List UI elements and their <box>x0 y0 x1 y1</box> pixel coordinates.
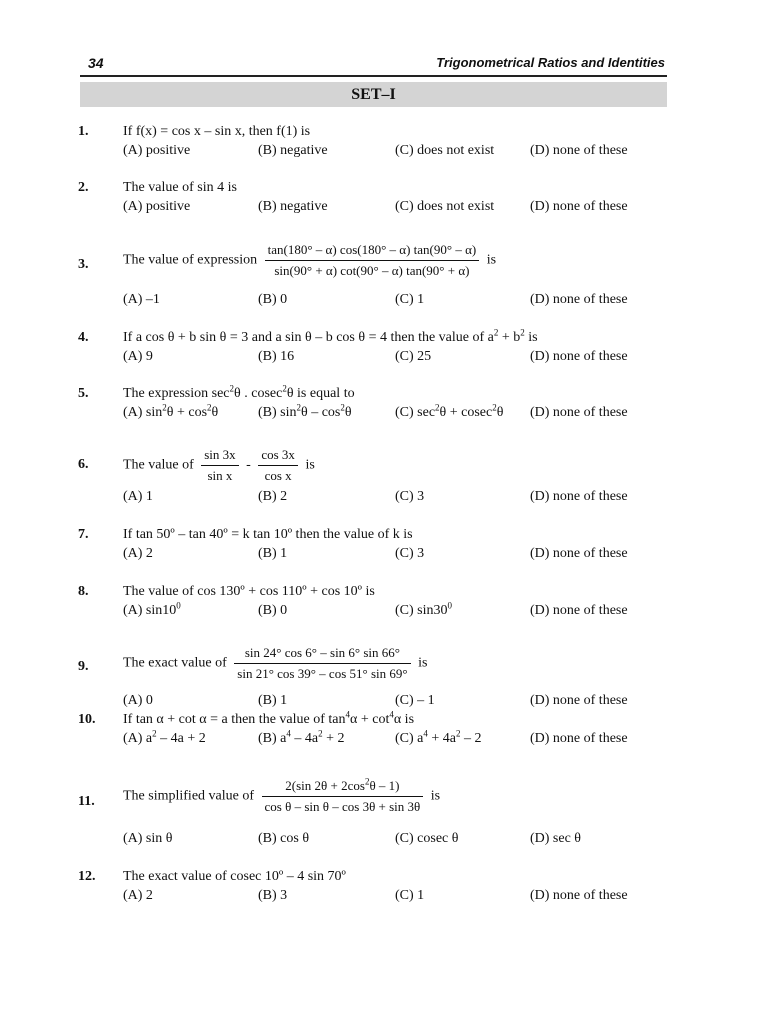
superscript: 2 <box>493 327 499 338</box>
option-c: (C) $\sec^2\theta + cosec^2\theta$ <box>395 402 504 420</box>
question-stem <box>123 645 427 682</box>
option-d: (D) none of these <box>530 405 628 420</box>
stem-part: The expression sec <box>123 386 230 401</box>
option-b: (B) $a^4 - 4a^2 + 2$ <box>258 728 345 746</box>
question-number: 10. <box>78 712 96 727</box>
option-a: (A) $a^2 - 4a + 2$ <box>123 728 206 746</box>
fraction-denominator: sin 21° cos 39° – cos 51° sin 69° <box>237 666 408 681</box>
fraction-numerator: sin 3x <box>201 447 238 466</box>
stem-text: The value of expression <box>123 252 258 268</box>
question-stem <box>123 383 355 402</box>
question-number: 12. <box>78 869 96 884</box>
stem-part: α is <box>393 712 415 727</box>
option-c: (C) $a^4 + 4a^2 - 2$ <box>395 728 482 746</box>
option-c: (C) does not exist <box>395 199 495 214</box>
question-number: 6. <box>78 457 89 472</box>
stem-text: The value of <box>123 457 194 473</box>
superscript: 4 <box>345 709 350 720</box>
option-d: (D) none of these <box>530 489 628 504</box>
option-d: (D) none of these <box>530 199 628 214</box>
question-number: 7. <box>78 527 89 542</box>
fraction-numerator: cos 3x <box>258 447 298 466</box>
option-b: (B) 3 <box>258 888 288 903</box>
superscript: 2 <box>520 327 525 338</box>
question-number: 1. <box>78 124 89 139</box>
option-c: (C) 1 <box>395 292 425 307</box>
option-a: (A) positive <box>123 199 191 214</box>
question-stem <box>123 447 315 484</box>
stem-part: + b <box>498 330 521 345</box>
option-d: (D) none of these <box>530 292 628 307</box>
superscript: 2 <box>282 383 287 394</box>
option-a: (A) 0 <box>123 693 153 708</box>
stem-text-end: is <box>486 252 497 268</box>
option-d: (D) none of these <box>530 546 628 561</box>
fraction-denominator: cos θ – sin θ – cos 3θ + sin 3θ <box>264 799 421 814</box>
option-a: (A) $\sin^2\theta + \cos^2\theta$ <box>123 402 219 420</box>
stem-part: is <box>524 330 538 345</box>
option-a: (A) 2 <box>123 888 153 903</box>
fraction-numerator: sin 24° cos 6° – sin 6° sin 66° <box>234 645 410 664</box>
question-number: 2. <box>78 180 89 195</box>
fraction <box>201 447 238 484</box>
option-b: (B) 2 <box>258 489 288 504</box>
option-b: (B) 0 <box>258 292 288 307</box>
page-number: 34 <box>88 55 104 71</box>
option-b: (B) negative <box>258 143 328 158</box>
option-b: (B) $\sin^2\theta - \cos^2\theta$ <box>258 402 352 420</box>
fraction <box>265 242 480 279</box>
option-d: (D) none of these <box>530 349 628 364</box>
option-d: (D) none of these <box>530 888 628 903</box>
question-number: 11. <box>78 794 95 809</box>
stem-part: θ is equal to <box>286 386 355 401</box>
fraction <box>258 447 298 484</box>
option-d: (D) none of these <box>530 603 628 618</box>
option-c: (C) $\sin 30^0$ <box>395 600 452 618</box>
stem-text: The exact value of <box>123 655 227 671</box>
question-stem: The value of sin 4 is <box>123 180 237 195</box>
question-stem: The exact value of cosec 10º – 4 sin 70º <box>123 869 346 884</box>
option-b: (B) cos θ <box>258 831 310 846</box>
option-a: (A) positive <box>123 143 191 158</box>
option-b: (B) negative <box>258 199 328 214</box>
stem-text-end: is <box>430 788 441 804</box>
question-stem <box>123 709 415 728</box>
fraction <box>234 645 410 682</box>
fraction-denominator: cos x <box>264 468 292 483</box>
option-c: (C) does not exist <box>395 143 495 158</box>
page-header <box>80 55 667 75</box>
option-c: (C) cosec θ <box>395 831 459 846</box>
option-a: (A) $\sin 10^0$ <box>123 600 181 618</box>
question-stem: The value of cos 130º + cos 110º + cos 10º is <box>123 584 375 599</box>
chapter-title: Trigonometrical Ratios and Identities <box>436 55 665 70</box>
option-c: (C) 3 <box>395 489 425 504</box>
question-stem: If tan 50º – tan 40º = k tan 10º then the value of k is <box>123 527 413 542</box>
option-d: (D) none of these <box>530 731 628 746</box>
option-a: (A) sin θ <box>123 831 173 846</box>
superscript: 4 <box>389 709 394 720</box>
option-a: (A) 1 <box>123 489 153 504</box>
question-stem: If f(x) = cos x – sin x, then f(1) is <box>123 124 311 139</box>
set-title: SET–I <box>80 82 667 107</box>
question-stem <box>123 327 538 346</box>
minus-sign: - <box>246 457 251 473</box>
question-number: 4. <box>78 330 89 345</box>
question-number: 3. <box>78 257 89 272</box>
option-d: (D) none of these <box>530 693 628 708</box>
option-b: (B) 16 <box>258 349 295 364</box>
stem-text: The simplified value of <box>123 788 255 804</box>
question-number: 5. <box>78 386 89 401</box>
stem-part: If a cos θ + b sin θ = 3 and a sin θ – b cos θ = 4 then the value of a <box>123 330 494 345</box>
option-d: (D) none of these <box>530 143 628 158</box>
question-stem <box>123 778 440 815</box>
option-c: (C) – 1 <box>395 693 435 708</box>
stem-part: θ . cosec <box>234 386 283 401</box>
fraction-denominator: sin(90° + α) cot(90° – α) tan(90° + α) <box>274 263 470 278</box>
header-rule <box>80 75 667 77</box>
option-a: (A) 2 <box>123 546 153 561</box>
option-b: (B) 1 <box>258 693 288 708</box>
stem-text-end: is <box>418 655 428 671</box>
option-c: (C) 1 <box>395 888 425 903</box>
superscript: 2 <box>229 383 235 394</box>
option-d: (D) sec θ <box>530 831 582 846</box>
fraction-numerator: tan(180° – α) cos(180° – α) tan(90° – α) <box>265 242 480 261</box>
question-number: 9. <box>78 659 89 674</box>
fraction-numerator: 2(sin $2\theta + 2\cos^2\theta - 1$) <box>262 778 424 797</box>
option-a: (A) –1 <box>123 292 160 307</box>
question-stem <box>123 242 496 279</box>
option-c: (C) 3 <box>395 546 425 561</box>
fraction <box>262 778 424 815</box>
stem-text-end: is <box>305 457 315 473</box>
option-b: (B) 1 <box>258 546 288 561</box>
stem-part: If tan α + cot α = a then the value of tan <box>123 712 346 727</box>
question-number: 8. <box>78 584 89 599</box>
option-c: (C) 25 <box>395 349 432 364</box>
fraction-denominator: sin x <box>207 468 233 483</box>
stem-part: α + cot <box>350 712 390 727</box>
option-a: (A) 9 <box>123 349 153 364</box>
option-b: (B) 0 <box>258 603 288 618</box>
